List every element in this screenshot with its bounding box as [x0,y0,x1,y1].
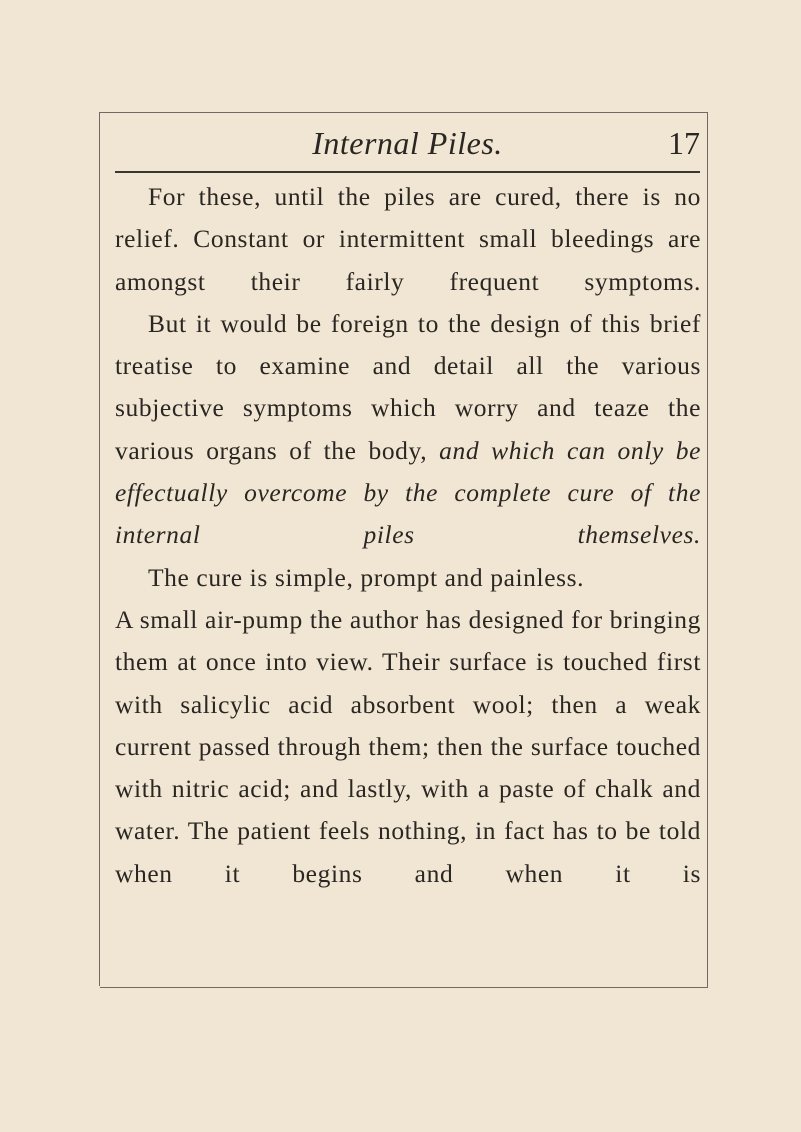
running-title: Internal Piles. [312,125,503,161]
page-border-left [99,112,100,986]
page-border-right [707,112,708,988]
page-header [115,119,700,169]
paragraph-2 [115,303,701,557]
paragraph-2-plain: But it would be foreign to the design of this brief treatise to examine and detail all the various subjective symptoms which worry and teaze the various organs of the body, [115,308,701,465]
paragraph-3: The cure is simple, prompt and painless. [148,562,585,592]
body-text [115,176,701,895]
paragraph-1: For these, until the piles are cured, there is no relief. Constant or intermittent small bleedings are amongst their fairly frequent symptoms. [115,182,701,296]
paragraph-2-italic: and which can only be effectually overcome by the complete cure of the internal piles themselves. [115,435,701,550]
page-number: 17 [668,125,700,161]
paragraph-4: A small air-pump the author has designed for bringing them at once into view. Their surface is touched first with salicylic acid absorbent wool; then a weak current passed through them; then the surface touched with nitric acid; and lastly, with a paste of chalk and water. The patient feels nothing, in fact has to be told when it begins and when it is [115,604,701,888]
page-border-top [100,112,708,113]
header-rule [115,171,700,173]
page-border-bottom [100,987,708,988]
